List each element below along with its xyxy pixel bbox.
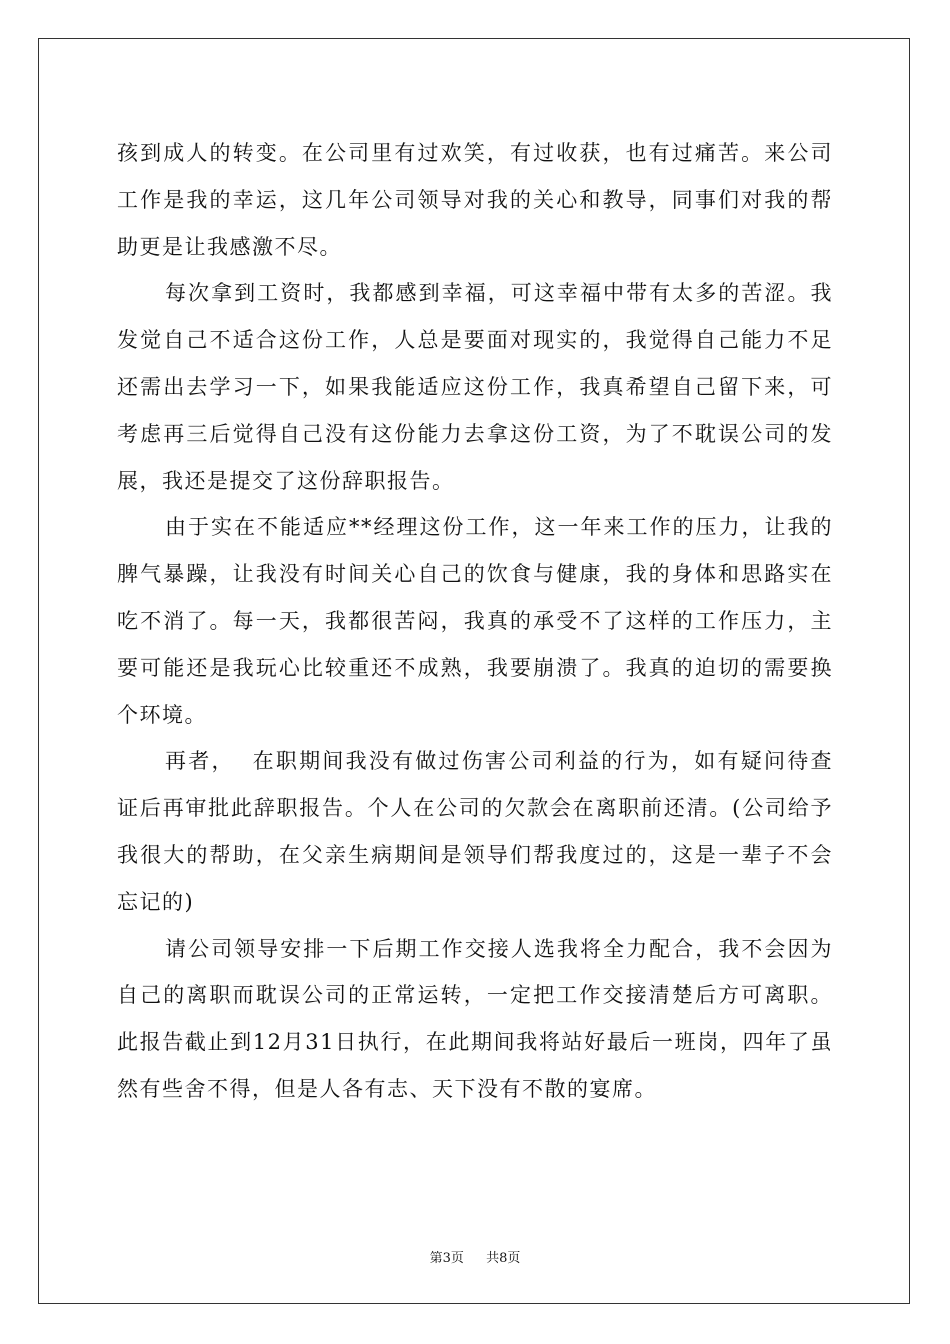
paragraph: 每次拿到工资时，我都感到幸福，可这幸福中带有太多的苦涩。我发觉自己不适合这份工作，人总是要面对现实的，我觉得自己能力不足还需出去学习一下，如果我能适应这份工作，我真希望自己留下来，可考虑再三后觉得自己没有这份能力去拿这份工资，为了不耽误公司的发展，我还是提交了这份辞职报告。 (117, 281, 833, 493)
page-number: 第3页 (429, 1251, 464, 1266)
document-body (117, 130, 833, 1113)
total-pages: 共8页 (486, 1251, 521, 1266)
paragraph: 再者， 在职期间我没有做过伤害公司利益的行为，如有疑问待查证后再审批此辞职报告。个人在公司的欠款会在离职前还清。(公司给予我很大的帮助，在父亲生病期间是领导们帮我度过的，这是一辈子不会忘记的) (117, 749, 833, 914)
paragraph: 孩到成人的转变。在公司里有过欢笑，有过收获，也有过痛苦。来公司工作是我的幸运，这几年公司领导对我的关心和教导，同事们对我的帮助更是让我感激不尽。 (117, 141, 833, 259)
page-footer (0, 1247, 950, 1266)
paragraph: 由于实在不能适应**经理这份工作，这一年来工作的压力，让我的脾气暴躁，让我没有时间关心自己的饮食与健康，我的身体和思路实在吃不消了。每一天，我都很苦闷，我真的承受不了这样的工作压力，主要可能还是我玩心比较重还不成熟，我要崩溃了。我真的迫切的需要换个环境。 (117, 515, 833, 727)
paragraph: 请公司领导安排一下后期工作交接人选我将全力配合，我不会因为自己的离职而耽误公司的正常运转，一定把工作交接清楚后方可离职。此报告截止到12月31日执行，在此期间我将站好最后一班岗，四年了虽然有些舍不得，但是人各有志、天下没有不散的宴席。 (117, 936, 833, 1101)
